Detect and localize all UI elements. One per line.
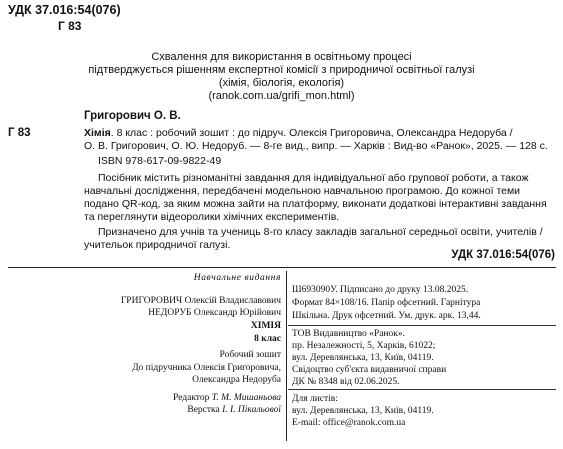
publisher-line-3: вул. Деревлянська, 13, Київ, 04119. bbox=[292, 353, 434, 363]
imprint-author-2: НЕДОРУБ Олександр Юрійович bbox=[148, 308, 281, 318]
catalog-line-2: О. В. Григорович, О. Ю. Недоруб. — 8-ге вид., випр. — Харків : Вид-во «Ранок», 2025. — 128 с. bbox=[84, 140, 548, 152]
approval-line-3: (хімія, біологія, екологія) bbox=[218, 77, 345, 89]
publisher-line-2: пр. Незалежності, 5, Харків, 61022; bbox=[292, 341, 436, 351]
divider-print-info bbox=[288, 325, 556, 326]
approval-url: (ranok.com.ua/grifi_mon.html) bbox=[208, 90, 355, 102]
print-info-line-2: Формат 84×108/16. Папір офсетний. Гарнітура bbox=[292, 298, 481, 308]
imprint-kind: Робочий зошит bbox=[219, 350, 281, 360]
print-info-line-3: Шкільна. Друк офсетний. Ум. друк. арк. 13,44. bbox=[292, 311, 481, 321]
udk-code-bottom: УДК 37.016:54(076) bbox=[451, 249, 555, 261]
imprint-editor bbox=[173, 392, 281, 404]
divider-vertical bbox=[286, 271, 287, 441]
annotation-p2-line-1: Призначено для учнів та учениць 8-го класу закладів загальної середньої освіти, учителів / bbox=[98, 226, 543, 238]
editor-label: Редактор bbox=[173, 393, 212, 403]
approval-line-2: підтверджується рішенням експертної комісії з природничої освітньої галузі bbox=[88, 64, 475, 76]
catalog-isbn: ISBN 978-617-09-9822-49 bbox=[98, 155, 222, 167]
publisher-line-5: ДК № 8348 від 02.06.2025. bbox=[292, 377, 400, 387]
editor-name: Т. М. Мишаньова bbox=[211, 393, 281, 403]
layout-label: Верстка bbox=[187, 405, 223, 415]
approval-line-1: Схвалення для використання в освітньому процесі bbox=[151, 51, 412, 63]
imprint-textbook-1: До підручника Олексія Григоровича, bbox=[132, 363, 281, 373]
imprint-title: ХІМІЯ bbox=[250, 321, 281, 331]
edition-type: Навчальне видання bbox=[193, 273, 281, 283]
catalog-author-head: Григорович О. В. bbox=[84, 110, 181, 122]
catalog-title-rest: . 8 клас : робочий зошит : до підруч. Олексія Григоровича, Олександра Недоруба / bbox=[110, 127, 513, 139]
letters-email: E-mail: office@ranok.com.ua bbox=[292, 418, 406, 428]
letters-address: вул. Деревлянська, 13, Київ, 04119. bbox=[292, 406, 434, 416]
publisher-line-1: ТОВ Видавництво «Ранок». bbox=[292, 329, 405, 339]
divider-publisher bbox=[288, 389, 556, 390]
imprint-textbook-2: Олександра Недоруба bbox=[192, 375, 281, 385]
udk-code: УДК 37.016:54(076) bbox=[8, 3, 121, 17]
imprint-author-1: ГРИГОРОВИЧ Олексій Владиславович bbox=[120, 296, 281, 306]
catalog-title-bold: Хімія bbox=[84, 127, 111, 139]
print-info-line-1: Ш693090У. Підписано до друку 13.08.2025. bbox=[292, 285, 469, 295]
layout-name: І. І. Пікальової bbox=[222, 405, 281, 415]
annotation-p2-line-2: учительок природничої галузі. bbox=[84, 239, 231, 251]
divider-top bbox=[8, 267, 556, 268]
annotation-p1-line-4: та переглянути відеоролики хімічних експериментів. bbox=[84, 211, 340, 223]
imprint-grade: 8 клас bbox=[254, 334, 281, 344]
catalog-title-line bbox=[84, 127, 513, 140]
catalog-index: Г 83 bbox=[8, 127, 31, 139]
letters-heading: Для листів: bbox=[292, 394, 338, 404]
annotation-p1-line-3: подано QR-код, за яким можна зайти на платформу, виконати додаткові інтерактивні завдання bbox=[84, 198, 547, 210]
annotation-p1-line-1: Посібник містить різноманітні завдання для індивідуальної або групової роботи, а також bbox=[98, 172, 529, 184]
bbk-index: Г 83 bbox=[58, 19, 82, 33]
imprint-layout bbox=[187, 404, 281, 416]
publisher-line-4: Свідоцтво суб'єкта видавничої справи bbox=[292, 365, 447, 375]
annotation-p1-line-2: навчальні дослідження, передбачені модельною навчальною програмою. До кожної теми bbox=[84, 185, 521, 197]
